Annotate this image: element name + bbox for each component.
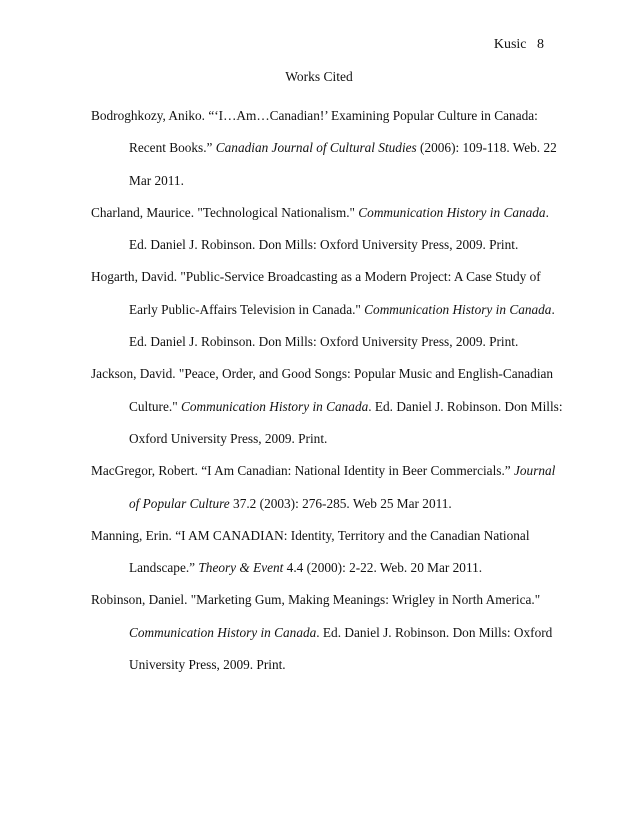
citation-line: [91, 649, 551, 681]
citation-line: [91, 197, 551, 229]
citation-text: University Press, 2009. Print.: [129, 657, 286, 673]
citation-italic-text: of Popular Culture: [129, 495, 230, 511]
citation-line: [91, 326, 551, 358]
citation-line: [91, 229, 551, 261]
citation-entry: [91, 100, 557, 197]
citation-italic-text: Communication History in Canada: [364, 301, 552, 317]
citation-text: Robinson, Daniel. "Marketing Gum, Making Meanings: Wrigley in North America.": [91, 592, 541, 608]
works-cited-list: [91, 100, 563, 681]
citation-entry: [91, 584, 551, 681]
citation-text: Bodroghkozy, Aniko. “‘I…Am…Canadian!’ Examining Popular Culture in Canada:: [91, 108, 538, 123]
citation-text: Hogarth, David. "Public-Service Broadcasting as a Modern Project: A Case Study of: [91, 269, 541, 285]
citation-text: Early Public-Affairs Television in Canada.": [129, 301, 365, 317]
citation-text: (2006): 109-118. Web. 22: [416, 140, 557, 156]
citation-text: .: [551, 301, 555, 317]
citation-line: [91, 132, 557, 164]
citation-line: [91, 165, 551, 197]
citation-text: 4.4 (2000): 2-22. Web. 20 Mar 2011.: [283, 560, 483, 576]
citation-line: [91, 617, 551, 649]
citation-text: Mar 2011.: [129, 172, 184, 188]
running-header: [494, 37, 544, 53]
citation-text: Manning, Erin. “I AM CANADIAN: Identity, Territory and the Canadian National: [91, 527, 530, 543]
citation-italic-text: Canadian Journal of Cultural Studies: [215, 140, 417, 156]
citation-entry: [91, 197, 551, 262]
citation-line: [91, 552, 551, 584]
citation-text: Recent Books.”: [129, 140, 216, 156]
citation-text: Jackson, David. "Peace, Order, and Good Songs: Popular Music and English-Canadian: [91, 366, 554, 382]
citation-line: [91, 423, 551, 455]
citation-entry: [91, 261, 555, 358]
citation-text: MacGregor, Robert. “I Am Canadian: National Identity in Beer Commercials.”: [91, 463, 514, 479]
citation-text: Ed. Daniel J. Robinson. Don Mills: Oxford University Press, 2009. Print.: [129, 334, 519, 350]
citation-text: 37.2 (2003): 276-285. Web 25 Mar 2011.: [229, 495, 452, 511]
citation-italic-text: Theory & Event: [198, 560, 284, 576]
citation-line: [91, 100, 551, 132]
citation-line: [91, 358, 554, 390]
citation-italic-text: Communication History in Canada: [358, 204, 546, 220]
citation-text: Culture.": [129, 398, 181, 414]
citation-line: [91, 391, 563, 423]
citation-italic-text: Journal: [514, 463, 556, 479]
citation-text: . Ed. Daniel J. Robinson. Don Mills: Oxford: [316, 624, 553, 640]
header-author: Kusic: [493, 37, 527, 52]
page-title: Works Cited: [285, 69, 353, 84]
citation-italic-text: Communication History in Canada: [180, 398, 369, 414]
citation-text: . Ed. Daniel J. Robinson. Don Mills:: [368, 398, 563, 414]
citation-line: [91, 455, 556, 487]
citation-line: [91, 488, 551, 520]
citation-text: Charland, Maurice. "Technological Nationalism.": [91, 204, 359, 220]
citation-text: Oxford University Press, 2009. Print.: [129, 430, 328, 446]
header-page-number: 8: [537, 37, 544, 52]
citation-text: .: [545, 204, 549, 220]
citation-line: [91, 584, 551, 616]
citation-line: [91, 294, 555, 326]
citation-text: Ed. Daniel J. Robinson. Don Mills: Oxford University Press, 2009. Print.: [129, 237, 519, 253]
citation-italic-text: Communication History in Canada: [129, 624, 317, 640]
citation-entry: [91, 520, 551, 585]
citation-text: Landscape.”: [129, 560, 199, 576]
citation-line: [91, 261, 551, 293]
citation-entry: [91, 455, 556, 520]
citation-entry: [91, 358, 563, 455]
citation-line: [91, 520, 551, 552]
